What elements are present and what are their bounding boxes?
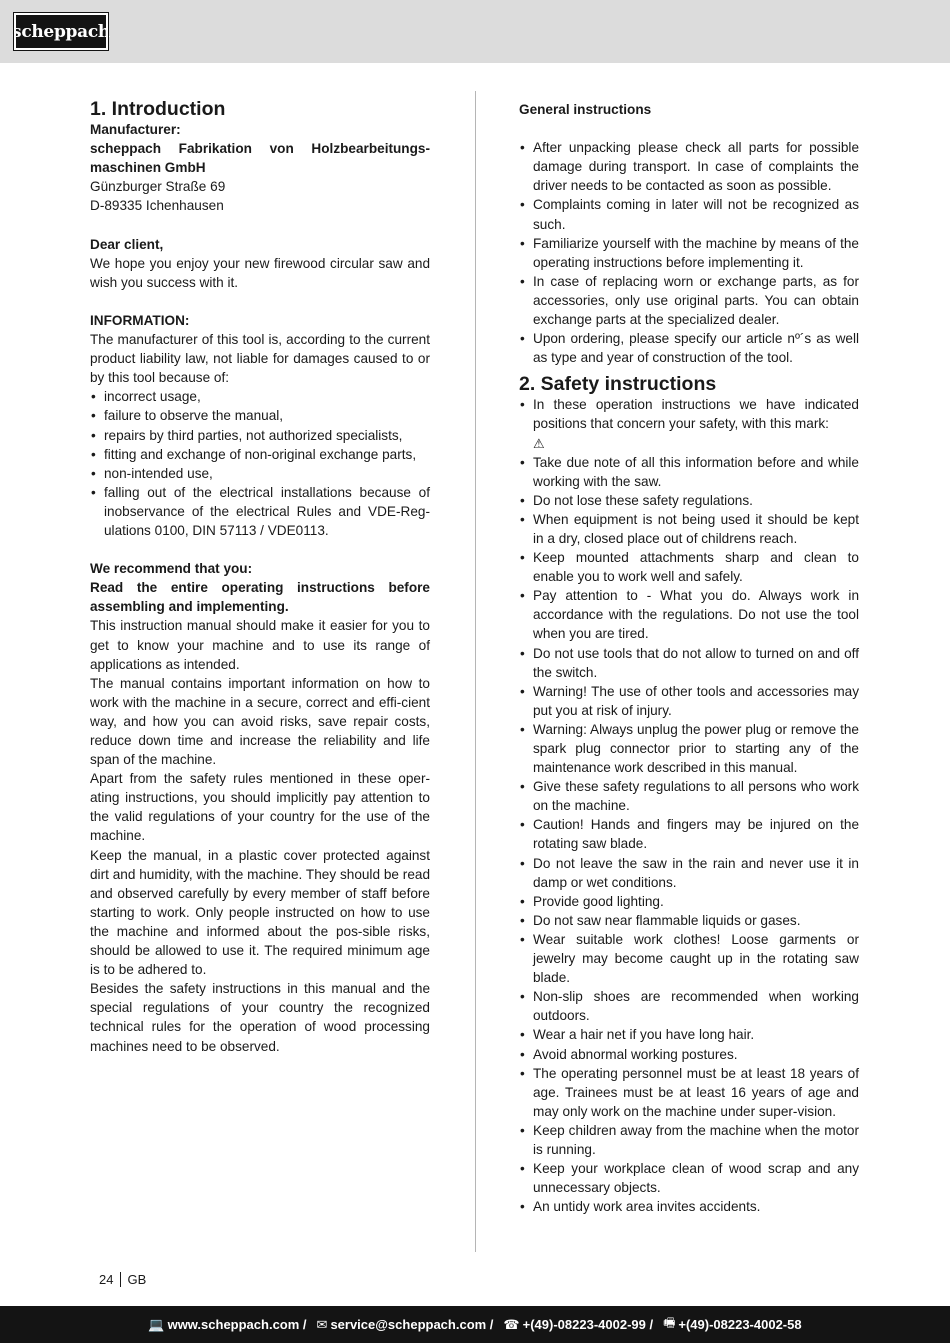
fax-icon: 🖷 xyxy=(663,1314,676,1330)
column-divider xyxy=(475,91,476,1252)
list-item: • Keep children away from the machine when the motor is running. xyxy=(519,1121,859,1159)
paragraph: Besides the safety instructions in this manual and the special regulations of your country the recognized technical rules for the operation of wood processing machines need to be observed. xyxy=(90,981,430,1054)
scheppach-logo[interactable] xyxy=(14,13,108,50)
list-item: • Upon ordering, please specify our article nº´s as well as type and year of construction of the tool. xyxy=(519,329,859,367)
manufacturer-name: scheppach Fabrikation von Holzbearbeitungs-maschinen GmbH xyxy=(90,141,430,176)
intro-heading: 1. Introduction xyxy=(90,98,226,120)
list-item: • In case of replacing worn or exchange parts, as for accessories, only use original parts. You can obtain exchange parts at the specialized dealer. xyxy=(519,272,859,329)
footer-email[interactable]: service@scheppach.com / xyxy=(330,1317,494,1332)
general-instructions-heading: General instructions xyxy=(519,102,652,117)
paragraph: The manual contains important information on how to work with the machine in a secure, correct and effi-cient way, and how you can avoid risks, save repair costs, reduce down time and increase the reliability and life span of the machine. xyxy=(90,675,430,768)
list-item: • Familiarize yourself with the machine by means of the operating instructions before implementing it. xyxy=(519,234,859,272)
address-city: D-89335 Ichenhausen xyxy=(90,198,224,214)
list-item: • falling out of the electrical installations because of inobservance of the electrical Rules and VDE-Reg-ulations 0100, DIN 57113 / VDE0113. xyxy=(90,483,430,540)
safety-instructions-list xyxy=(519,395,859,1216)
footer-website[interactable]: www.scheppach.com / xyxy=(167,1317,307,1332)
list-item: • Keep your workplace clean of wood scrap and any unnecessary objects. xyxy=(519,1159,859,1197)
footer-bar xyxy=(0,1306,950,1343)
list-item: • fitting and exchange of non-original exchange parts, xyxy=(90,445,430,464)
header-band xyxy=(0,0,950,63)
page-number: 24 xyxy=(99,1272,121,1287)
recommend-label: We recommend that you: xyxy=(90,561,253,577)
list-item: • Caution! Hands and fingers may be injured on the rotating saw blade. xyxy=(519,815,859,853)
computer-icon: 💻 xyxy=(148,1316,165,1332)
paragraph: Keep the manual, in a plastic cover protected against dirt and humidity, with the machine. They should be read and observed carefully by every member of staff before starting to work. Only people instructed on how to use the machine and informed about the pos-sible risks, should be allowed to use it. The required minimum age is to be adhered to. xyxy=(90,847,430,978)
manufacturer-label: Manufacturer: xyxy=(90,122,181,137)
list-item: • Give these safety regulations to all persons who work on the machine. xyxy=(519,777,859,815)
list-item: • When equipment is not being used it should be kept in a dry, closed place out of childrens reach. xyxy=(519,510,859,548)
list-item: • An untidy work area invites accidents. xyxy=(519,1197,859,1216)
list-item: • Wear suitable work clothes! Loose garments or jewelry may become caught up in the rotating saw blade. xyxy=(519,930,859,987)
general-instructions-list xyxy=(519,138,859,367)
footer-fax: +(49)-08223-4002-58 xyxy=(678,1317,802,1332)
list-item: • Pay attention to - What you do. Always work in accordance with the regulations. Do not use the tool when you are tired. xyxy=(519,586,859,643)
address-street: Günzburger Straße 69 xyxy=(90,179,226,195)
list-item xyxy=(519,395,859,452)
logo-text: scheppach xyxy=(12,21,110,42)
list-item: • Non-slip shoes are recommended when working outdoors. xyxy=(519,987,859,1025)
recommend-bold-text: Read the entire operating instructions before assembling and implementing. xyxy=(90,580,430,615)
list-item: • Do not saw near flammable liquids or gases. xyxy=(519,911,859,930)
envelope-icon: ✉ xyxy=(316,1316,328,1332)
list-item: • incorrect usage, xyxy=(90,387,430,406)
list-item: • Do not use tools that do not allow to turned on and off the switch. xyxy=(519,644,859,682)
list-item: • Take due note of all this information before and while working with the saw. xyxy=(519,453,859,491)
list-item: • Warning! The use of other tools and accessories may put you at risk of injury. xyxy=(519,682,859,720)
list-item: • After unpacking please check all parts for possible damage during transport. In case of complaints the driver needs to be contacted as soon as possible. xyxy=(519,138,859,195)
left-column xyxy=(90,98,430,1056)
page-language: GB xyxy=(127,1271,147,1287)
list-item: • non-intended use, xyxy=(90,464,430,483)
list-item: • Provide good lighting. xyxy=(519,892,859,911)
paragraph: This instruction manual should make it easier for you to get to know your machine and to use its range of applications as intended. xyxy=(90,618,430,672)
footer-phone: +(49)-08223-4002-99 / xyxy=(522,1317,654,1332)
list-item: • repairs by third parties, not authorized specialists, xyxy=(90,426,430,445)
list-item: • Do not lose these safety regulations. xyxy=(519,491,859,510)
information-list xyxy=(90,387,430,540)
right-column xyxy=(519,98,859,1216)
list-item: • Do not leave the saw in the rain and never use it in damp or wet conditions. xyxy=(519,854,859,892)
list-item: • failure to observe the manual, xyxy=(90,406,430,425)
list-item: • Complaints coming in later will not be recognized as such. xyxy=(519,195,859,233)
list-item: • Keep mounted attachments sharp and clean to enable you to work well and safely. xyxy=(519,548,859,586)
paragraph: Apart from the safety rules mentioned in these oper-ating instructions, you should implicitly pay attention to the valid regulations of your country for the use of the machine. xyxy=(90,771,430,844)
safety-first-item-text: In these operation instructions we have indicated positions that concern your safety, with this mark: xyxy=(533,397,859,432)
warning-triangle-icon: ⚠ xyxy=(533,435,545,451)
dear-client-label: Dear client, xyxy=(90,236,164,252)
information-text: The manufacturer of this tool is, according to the current product liability law, not liable for damages caused to or by this tool because of: xyxy=(90,332,430,386)
page-number-block xyxy=(99,1270,146,1288)
information-label: INFORMATION: xyxy=(90,312,190,328)
safety-heading: 2. Safety instructions xyxy=(519,373,717,396)
phone-icon: ☎ xyxy=(503,1316,520,1332)
list-item: • The operating personnel must be at least 18 years of age. Trainees must be at least 16 years of age and may only work on the machine under super-vision. xyxy=(519,1064,859,1121)
list-item: • Warning: Always unplug the power plug or remove the spark plug connector prior to starting any of the maintenance work described in this manual. xyxy=(519,720,859,777)
dear-client-text: We hope you enjoy your new firewood circular saw and wish you success with it. xyxy=(90,255,430,290)
list-item: • Avoid abnormal working postures. xyxy=(519,1045,859,1064)
list-item: • Wear a hair net if you have long hair. xyxy=(519,1025,859,1044)
